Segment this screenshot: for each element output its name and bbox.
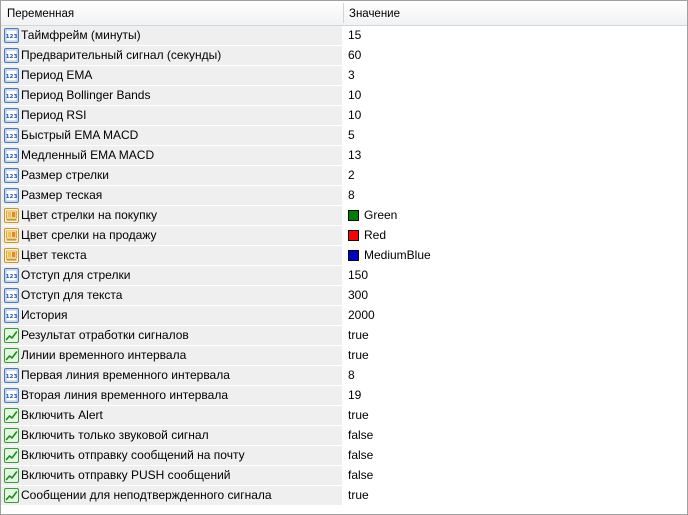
parameter-name-cell[interactable] xyxy=(1,46,342,65)
parameter-name-cell[interactable] xyxy=(1,286,342,305)
parameter-value-cell[interactable] xyxy=(344,166,687,185)
parameter-name-cell[interactable] xyxy=(1,166,342,185)
parameter-label: Включить отправку сообщений на почту xyxy=(21,448,245,462)
boolean-chart-icon xyxy=(4,348,19,363)
parameter-row[interactable] xyxy=(1,226,687,246)
parameter-value-cell[interactable] xyxy=(344,326,687,345)
parameter-label: Сообщении для неподтвержденного сигнала xyxy=(21,488,272,502)
parameter-row[interactable] xyxy=(1,486,687,506)
boolean-chart-icon xyxy=(4,428,19,443)
parameter-value[interactable]: 150 xyxy=(348,268,369,282)
numeric-123-icon xyxy=(4,148,19,163)
parameter-row[interactable] xyxy=(1,106,687,126)
parameter-row[interactable] xyxy=(1,406,687,426)
column-header-value[interactable]: Значение xyxy=(349,8,400,20)
parameter-name-cell[interactable] xyxy=(1,206,342,225)
parameter-label: Период Bollinger Bands xyxy=(21,88,151,102)
grid-header xyxy=(1,1,687,26)
parameter-value-cell[interactable] xyxy=(344,266,687,285)
parameter-value[interactable]: 15 xyxy=(348,28,362,42)
parameter-row[interactable] xyxy=(1,466,687,486)
boolean-chart-icon xyxy=(4,488,19,503)
numeric-123-icon xyxy=(4,28,19,43)
parameter-row[interactable] xyxy=(1,46,687,66)
parameter-row[interactable] xyxy=(1,326,687,346)
parameter-value[interactable]: 300 xyxy=(348,288,369,302)
numeric-123-icon xyxy=(4,388,19,403)
numeric-123-icon xyxy=(4,168,19,183)
boolean-chart-icon xyxy=(4,468,19,483)
parameter-row[interactable] xyxy=(1,126,687,146)
parameter-row[interactable] xyxy=(1,286,687,306)
boolean-chart-icon xyxy=(4,408,19,423)
parameter-value-cell[interactable] xyxy=(344,26,687,45)
parameter-name-cell[interactable] xyxy=(1,266,342,285)
numeric-123-icon xyxy=(4,48,19,63)
parameter-value-cell[interactable] xyxy=(344,306,687,325)
parameter-label: Включить только звуковой сигнал xyxy=(21,428,209,442)
parameter-row[interactable] xyxy=(1,386,687,406)
parameter-value[interactable]: MediumBlue xyxy=(364,248,431,262)
parameter-row[interactable] xyxy=(1,166,687,186)
numeric-123-icon xyxy=(4,188,19,203)
svg-text:123: 123 xyxy=(5,154,18,161)
parameter-value[interactable]: 3 xyxy=(348,68,355,82)
parameter-value-cell[interactable] xyxy=(344,86,687,105)
parameter-value[interactable]: 5 xyxy=(348,128,355,142)
parameter-label: Размер стрелки xyxy=(21,168,109,182)
parameter-name-cell[interactable] xyxy=(1,126,342,145)
color-swatch xyxy=(348,230,359,241)
parameter-value-cell[interactable] xyxy=(344,486,687,505)
parameter-value-cell[interactable] xyxy=(344,126,687,145)
parameter-label: Вторая линия временного интервала xyxy=(21,388,229,402)
parameter-value[interactable]: 8 xyxy=(348,188,355,202)
color-palette-icon xyxy=(4,208,19,223)
parameter-value-cell[interactable] xyxy=(344,426,687,445)
parameter-value-cell[interactable] xyxy=(344,346,687,365)
numeric-123-icon xyxy=(4,368,19,383)
parameter-value[interactable]: 8 xyxy=(348,368,355,382)
numeric-123-icon xyxy=(4,288,19,303)
parameter-label: Линии временного интервала xyxy=(21,348,187,362)
parameter-name-cell[interactable] xyxy=(1,186,342,205)
color-swatch xyxy=(348,250,359,261)
parameter-label: Включить отправку PUSH сообщений xyxy=(21,468,231,482)
svg-text:123: 123 xyxy=(5,34,18,41)
svg-text:123: 123 xyxy=(5,134,18,141)
parameter-value[interactable]: 10 xyxy=(348,108,362,122)
parameter-name-cell[interactable] xyxy=(1,486,342,505)
parameter-name-cell[interactable] xyxy=(1,346,342,365)
parameter-label: Цвет стрелки на покупку xyxy=(21,208,158,222)
color-swatch xyxy=(348,210,359,221)
parameter-value[interactable]: false xyxy=(348,468,374,482)
parameter-label: Период RSI xyxy=(21,108,87,122)
parameter-value[interactable]: false xyxy=(348,428,374,442)
parameter-row[interactable] xyxy=(1,26,687,46)
parameter-value-cell[interactable] xyxy=(344,226,687,245)
parameter-row[interactable] xyxy=(1,306,687,326)
boolean-chart-icon xyxy=(4,448,19,463)
parameter-name-cell[interactable] xyxy=(1,106,342,125)
parameter-row[interactable] xyxy=(1,86,687,106)
parameter-value-cell[interactable] xyxy=(344,146,687,165)
svg-text:123: 123 xyxy=(5,54,18,61)
parameter-value[interactable]: true xyxy=(348,348,369,362)
svg-text:123: 123 xyxy=(5,374,18,381)
parameter-value-cell[interactable] xyxy=(344,66,687,85)
parameter-label: Быстрый EMA MACD xyxy=(21,128,139,142)
parameter-name-cell[interactable] xyxy=(1,366,342,385)
parameter-rows xyxy=(1,26,687,506)
parameter-row[interactable] xyxy=(1,146,687,166)
color-palette-icon xyxy=(4,228,19,243)
parameter-label: Цвет срелки на продажу xyxy=(21,228,157,242)
parameter-label: Включить Alert xyxy=(21,408,103,422)
parameter-label: Таймфрейм (минуты) xyxy=(21,28,141,42)
parameter-value[interactable]: 13 xyxy=(348,148,362,162)
parameter-value-cell[interactable] xyxy=(344,186,687,205)
parameter-row[interactable] xyxy=(1,266,687,286)
parameter-name-cell[interactable] xyxy=(1,26,342,45)
parameter-name-cell[interactable] xyxy=(1,86,342,105)
parameter-value-cell[interactable] xyxy=(344,206,687,225)
parameter-row[interactable] xyxy=(1,66,687,86)
parameter-value[interactable]: true xyxy=(348,328,369,342)
parameter-value-cell[interactable] xyxy=(344,386,687,405)
parameter-value-cell[interactable] xyxy=(344,286,687,305)
parameter-name-cell[interactable] xyxy=(1,246,342,265)
parameter-name-cell[interactable] xyxy=(1,466,342,485)
numeric-123-icon xyxy=(4,308,19,323)
svg-text:123: 123 xyxy=(5,94,18,101)
color-palette-icon xyxy=(4,248,19,263)
parameter-value-cell[interactable] xyxy=(344,446,687,465)
parameter-label: Результат отработки сигналов xyxy=(21,328,189,342)
parameter-label: Медленный EMA MACD xyxy=(21,148,155,162)
parameter-label: Период EMA xyxy=(21,68,93,82)
parameter-name-cell[interactable] xyxy=(1,226,342,245)
column-header-variable[interactable]: Переменная xyxy=(7,8,75,20)
parameter-label: Предварительный сигнал (секунды) xyxy=(21,48,222,62)
parameter-row[interactable] xyxy=(1,446,687,466)
parameter-name-cell[interactable] xyxy=(1,326,342,345)
parameter-value[interactable]: false xyxy=(348,448,374,462)
numeric-123-icon xyxy=(4,88,19,103)
numeric-123-icon xyxy=(4,268,19,283)
parameter-row[interactable] xyxy=(1,246,687,266)
parameter-value[interactable]: Red xyxy=(364,228,387,242)
parameter-label: История xyxy=(21,308,68,322)
svg-text:123: 123 xyxy=(5,174,18,181)
parameter-value[interactable]: true xyxy=(348,488,369,502)
parameter-name-cell[interactable] xyxy=(1,446,342,465)
parameter-value-cell[interactable] xyxy=(344,466,687,485)
svg-text:123: 123 xyxy=(5,274,18,281)
parameter-row[interactable] xyxy=(1,346,687,366)
parameter-value[interactable]: 19 xyxy=(348,388,362,402)
parameter-value-cell[interactable] xyxy=(344,46,687,65)
svg-text:123: 123 xyxy=(5,394,18,401)
svg-text:123: 123 xyxy=(5,314,18,321)
parameter-value[interactable]: 2000 xyxy=(348,308,375,322)
parameter-row[interactable] xyxy=(1,426,687,446)
boolean-chart-icon xyxy=(4,328,19,343)
parameter-value-cell[interactable] xyxy=(344,106,687,125)
numeric-123-icon xyxy=(4,68,19,83)
parameter-row[interactable] xyxy=(1,206,687,226)
svg-text:123: 123 xyxy=(5,114,18,121)
parameter-value-cell[interactable] xyxy=(344,406,687,425)
parameter-value[interactable]: 10 xyxy=(348,88,362,102)
parameter-row[interactable] xyxy=(1,366,687,386)
parameter-name-cell[interactable] xyxy=(1,406,342,425)
parameter-label: Отступ для стрелки xyxy=(21,268,131,282)
parameter-value[interactable]: 60 xyxy=(348,48,362,62)
column-divider[interactable] xyxy=(343,3,344,23)
numeric-123-icon xyxy=(4,108,19,123)
parameter-label: Размер теская xyxy=(21,188,103,202)
parameter-name-cell[interactable] xyxy=(1,146,342,165)
svg-text:123: 123 xyxy=(5,194,18,201)
parameter-name-cell[interactable] xyxy=(1,386,342,405)
parameter-value[interactable]: 2 xyxy=(348,168,355,182)
parameter-value-cell[interactable] xyxy=(344,366,687,385)
parameter-label: Отступ для текста xyxy=(21,288,123,302)
parameter-value[interactable]: true xyxy=(348,408,369,422)
parameter-row[interactable] xyxy=(1,186,687,206)
svg-text:123: 123 xyxy=(5,294,18,301)
parameter-name-cell[interactable] xyxy=(1,426,342,445)
parameter-value[interactable]: Green xyxy=(364,208,398,222)
svg-text:123: 123 xyxy=(5,74,18,81)
parameter-value-cell[interactable] xyxy=(344,246,687,265)
parameter-name-cell[interactable] xyxy=(1,306,342,325)
numeric-123-icon xyxy=(4,128,19,143)
parameter-label: Цвет текста xyxy=(21,248,87,262)
parameter-label: Первая линия временного интервала xyxy=(21,368,230,382)
parameter-name-cell[interactable] xyxy=(1,66,342,85)
